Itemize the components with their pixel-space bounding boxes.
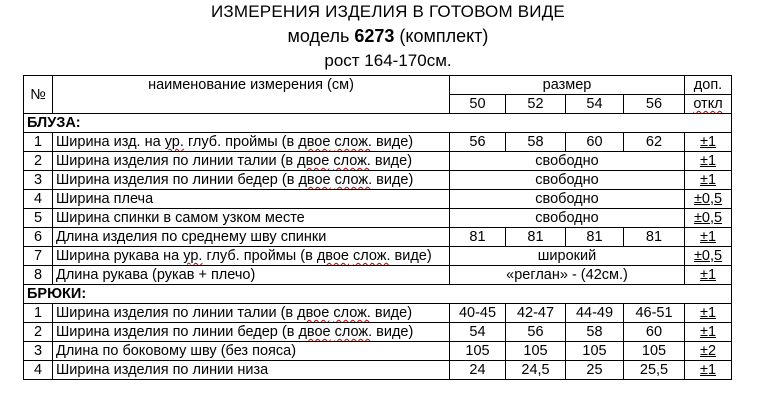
tolerance-value: ±1 — [699, 172, 717, 188]
table-row — [24, 247, 732, 266]
document-title: ИЗМЕРЕНИЯ ИЗДЕЛИЯ В ГОТОВОМ ВИДЕ — [211, 2, 565, 21]
measurement-name: Длина по боковому шву (без пояса) — [53, 342, 450, 361]
size-value: 24,5 — [506, 361, 566, 380]
number-column-header: № — [24, 76, 53, 114]
tolerance-value: ±0,5 — [693, 248, 723, 264]
size-value: 56 — [450, 133, 506, 152]
tolerance-cell — [685, 266, 732, 285]
model-line — [0, 26, 776, 47]
tolerance-column-header — [685, 76, 732, 95]
size-value: 58 — [506, 133, 566, 152]
tolerance-cell — [685, 323, 732, 342]
table-row — [24, 152, 732, 171]
tolerance-header-line-1: доп. — [693, 77, 723, 93]
size-value: 58 — [566, 323, 624, 342]
row-number: 3 — [24, 171, 53, 190]
tolerance-value: ±1 — [699, 362, 717, 378]
tolerance-cell — [685, 247, 732, 266]
merged-size-value: широкий — [450, 247, 685, 266]
size-value: 62 — [624, 133, 685, 152]
table-row — [24, 361, 732, 380]
size-value: 81 — [506, 228, 566, 247]
tolerance-cell — [685, 171, 732, 190]
size-label: 50 — [450, 95, 506, 114]
size-value: 60 — [566, 133, 624, 152]
table-row — [24, 342, 732, 361]
size-value: 105 — [450, 342, 506, 361]
height-range: рост 164-170см. — [324, 51, 452, 70]
size-value: 54 — [450, 323, 506, 342]
measurement-name: Длина изделия по среднему шву спинки — [53, 228, 450, 247]
measurement-name: Ширина плеча — [53, 190, 450, 209]
model-label: модель — [287, 26, 355, 46]
table-row — [24, 228, 732, 247]
header-row — [24, 76, 732, 95]
measurement-name: Ширина спинки в самом узком месте — [53, 209, 450, 228]
section-header-row — [24, 114, 732, 133]
row-number: 6 — [24, 228, 53, 247]
row-number: 4 — [24, 361, 53, 380]
row-number: 3 — [24, 342, 53, 361]
measurement-name: Ширина изделия по линии низа — [53, 361, 450, 380]
tolerance-cell — [685, 209, 732, 228]
tolerance-value: ±2 — [699, 343, 717, 359]
measurement-name: Ширина изделия по линии бедер (в двое слож. виде) — [53, 171, 450, 190]
size-column-header: размер — [450, 76, 685, 95]
row-number: 2 — [24, 152, 53, 171]
size-value: 25 — [566, 361, 624, 380]
tolerance-value: ±1 — [699, 153, 717, 169]
row-number: 1 — [24, 304, 53, 323]
measurement-name: Длина рукава (рукав + плечо) — [53, 266, 450, 285]
tolerance-cell — [685, 342, 732, 361]
tolerance-cell — [685, 152, 732, 171]
section-title: БРЮКИ: — [24, 285, 732, 304]
row-number: 5 — [24, 209, 53, 228]
size-value: 81 — [624, 228, 685, 247]
row-number: 8 — [24, 266, 53, 285]
size-value: 25,5 — [624, 361, 685, 380]
tolerance-cell — [685, 190, 732, 209]
measurement-name: Ширина изделия по линии талии (в двое слож. виде) — [53, 152, 450, 171]
tolerance-value: ±0,5 — [693, 191, 723, 207]
name-column-header: наименование измерения (см) — [53, 76, 450, 114]
table-row — [24, 266, 732, 285]
size-value: 56 — [506, 323, 566, 342]
table-row — [24, 171, 732, 190]
size-label: 54 — [566, 95, 624, 114]
merged-size-value: «реглан» - (42см.) — [450, 266, 685, 285]
table-row — [24, 209, 732, 228]
table-row — [24, 304, 732, 323]
row-number: 7 — [24, 247, 53, 266]
merged-size-value: свободно — [450, 190, 685, 209]
measurements-table — [23, 75, 732, 380]
merged-size-value: свободно — [450, 209, 685, 228]
size-value: 105 — [566, 342, 624, 361]
section-header-row — [24, 285, 732, 304]
size-value: 40-45 — [450, 304, 506, 323]
measurement-name: Ширина рукава на ур. глуб. проймы (в двое слож. виде) — [53, 247, 450, 266]
merged-size-value: свободно — [450, 171, 685, 190]
measurement-name: Ширина изделия по линии бедер (в двое слож. виде) — [53, 323, 450, 342]
table-row — [24, 323, 732, 342]
size-value: 60 — [624, 323, 685, 342]
row-number: 4 — [24, 190, 53, 209]
tolerance-cell — [685, 304, 732, 323]
size-value: 24 — [450, 361, 506, 380]
tolerance-value: ±1 — [699, 305, 717, 321]
row-number: 1 — [24, 133, 53, 152]
measurement-name: Ширина изд. на ур. глуб. проймы (в двое слож. виде) — [53, 133, 450, 152]
row-number: 2 — [24, 323, 53, 342]
tolerance-cell — [685, 228, 732, 247]
model-number: 6273 — [354, 26, 395, 46]
tolerance-value: ±1 — [699, 134, 717, 150]
section-title: БЛУЗА: — [24, 114, 732, 133]
model-suffix: (комплект) — [394, 26, 489, 46]
tolerance-value: ±1 — [699, 324, 717, 340]
size-value: 81 — [450, 228, 506, 247]
tolerance-header-cell — [685, 95, 732, 114]
tolerance-value: ±1 — [699, 267, 717, 283]
tolerance-header-line-2: откл — [693, 96, 723, 112]
measurement-name: Ширина изделия по линии талии (в двое слож. виде) — [53, 304, 450, 323]
size-value: 81 — [566, 228, 624, 247]
tolerance-value: ±1 — [699, 229, 717, 245]
size-label: 56 — [624, 95, 685, 114]
size-value: 46-51 — [624, 304, 685, 323]
merged-size-value: свободно — [450, 152, 685, 171]
size-value: 105 — [624, 342, 685, 361]
tolerance-cell — [685, 133, 732, 152]
size-value: 105 — [506, 342, 566, 361]
table-row — [24, 190, 732, 209]
table-row — [24, 133, 732, 152]
tolerance-value: ±0,5 — [693, 210, 723, 226]
size-value: 44-49 — [566, 304, 624, 323]
tolerance-cell — [685, 361, 732, 380]
size-value: 42-47 — [506, 304, 566, 323]
size-label: 52 — [506, 95, 566, 114]
